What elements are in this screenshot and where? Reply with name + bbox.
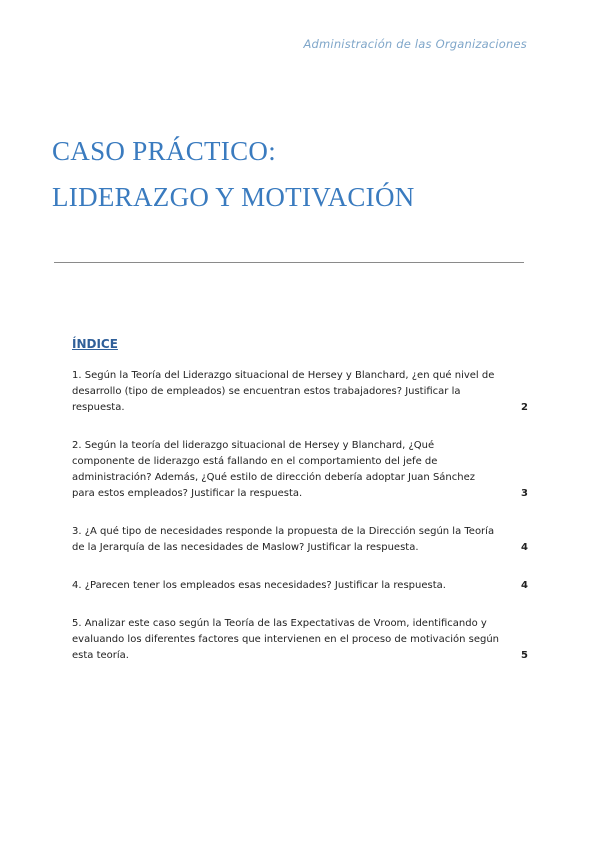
document-title [52, 128, 415, 220]
toc-entry-page: 5 [521, 650, 528, 661]
header-note: Administración de las Organizaciones [303, 37, 527, 51]
toc-entry-page: 2 [521, 402, 528, 413]
toc-entry-4[interactable] [72, 578, 528, 594]
toc-entry-text: 1. Según la Teoría del Liderazgo situacional de Hersey y Blanchard, ¿en qué nivel de desarrollo (tipo de empleados) se encuentran estos trabajadores? Justificar la respuesta. [72, 370, 495, 413]
toc-entry-3[interactable] [72, 524, 528, 556]
table-of-contents [72, 368, 528, 686]
divider [54, 262, 524, 263]
toc-entry-5[interactable] [72, 616, 528, 664]
title-line-1: CASO PRÁCTICO: [52, 136, 276, 166]
toc-entry-page: 4 [521, 542, 528, 553]
toc-entry-text: 3. ¿A qué tipo de necesidades responde la propuesta de la Dirección según la Teoría de la Jerarquía de las necesidades de Maslow? Justificar la respuesta. [72, 526, 495, 553]
title-line-2: LIDERAZGO Y MOTIVACIÓN [52, 182, 415, 212]
toc-entry-2[interactable] [72, 438, 528, 502]
toc-entry-text: 4. ¿Parecen tener los empleados esas necesidades? Justificar la respuesta. [72, 580, 446, 591]
toc-heading: ÍNDICE [72, 337, 118, 351]
toc-entry-page: 3 [521, 488, 528, 499]
toc-entry-text: 5. Analizar este caso según la Teoría de las Expectativas de Vroom, identificando y evaluando los diferentes factores que intervienen en el proceso de motivación según esta teoría. [72, 618, 500, 661]
toc-entry-page: 4 [521, 580, 528, 591]
toc-entry-1[interactable] [72, 368, 528, 416]
toc-entry-text: 2. Según la teoría del liderazgo situacional de Hersey y Blanchard, ¿Qué componente de liderazgo está fallando en el comportamiento del jefe de administración? Además, ¿Qué estilo de dirección debería adoptar Juan Sánchez para estos empleados? Justificar la respuesta. [72, 440, 476, 499]
